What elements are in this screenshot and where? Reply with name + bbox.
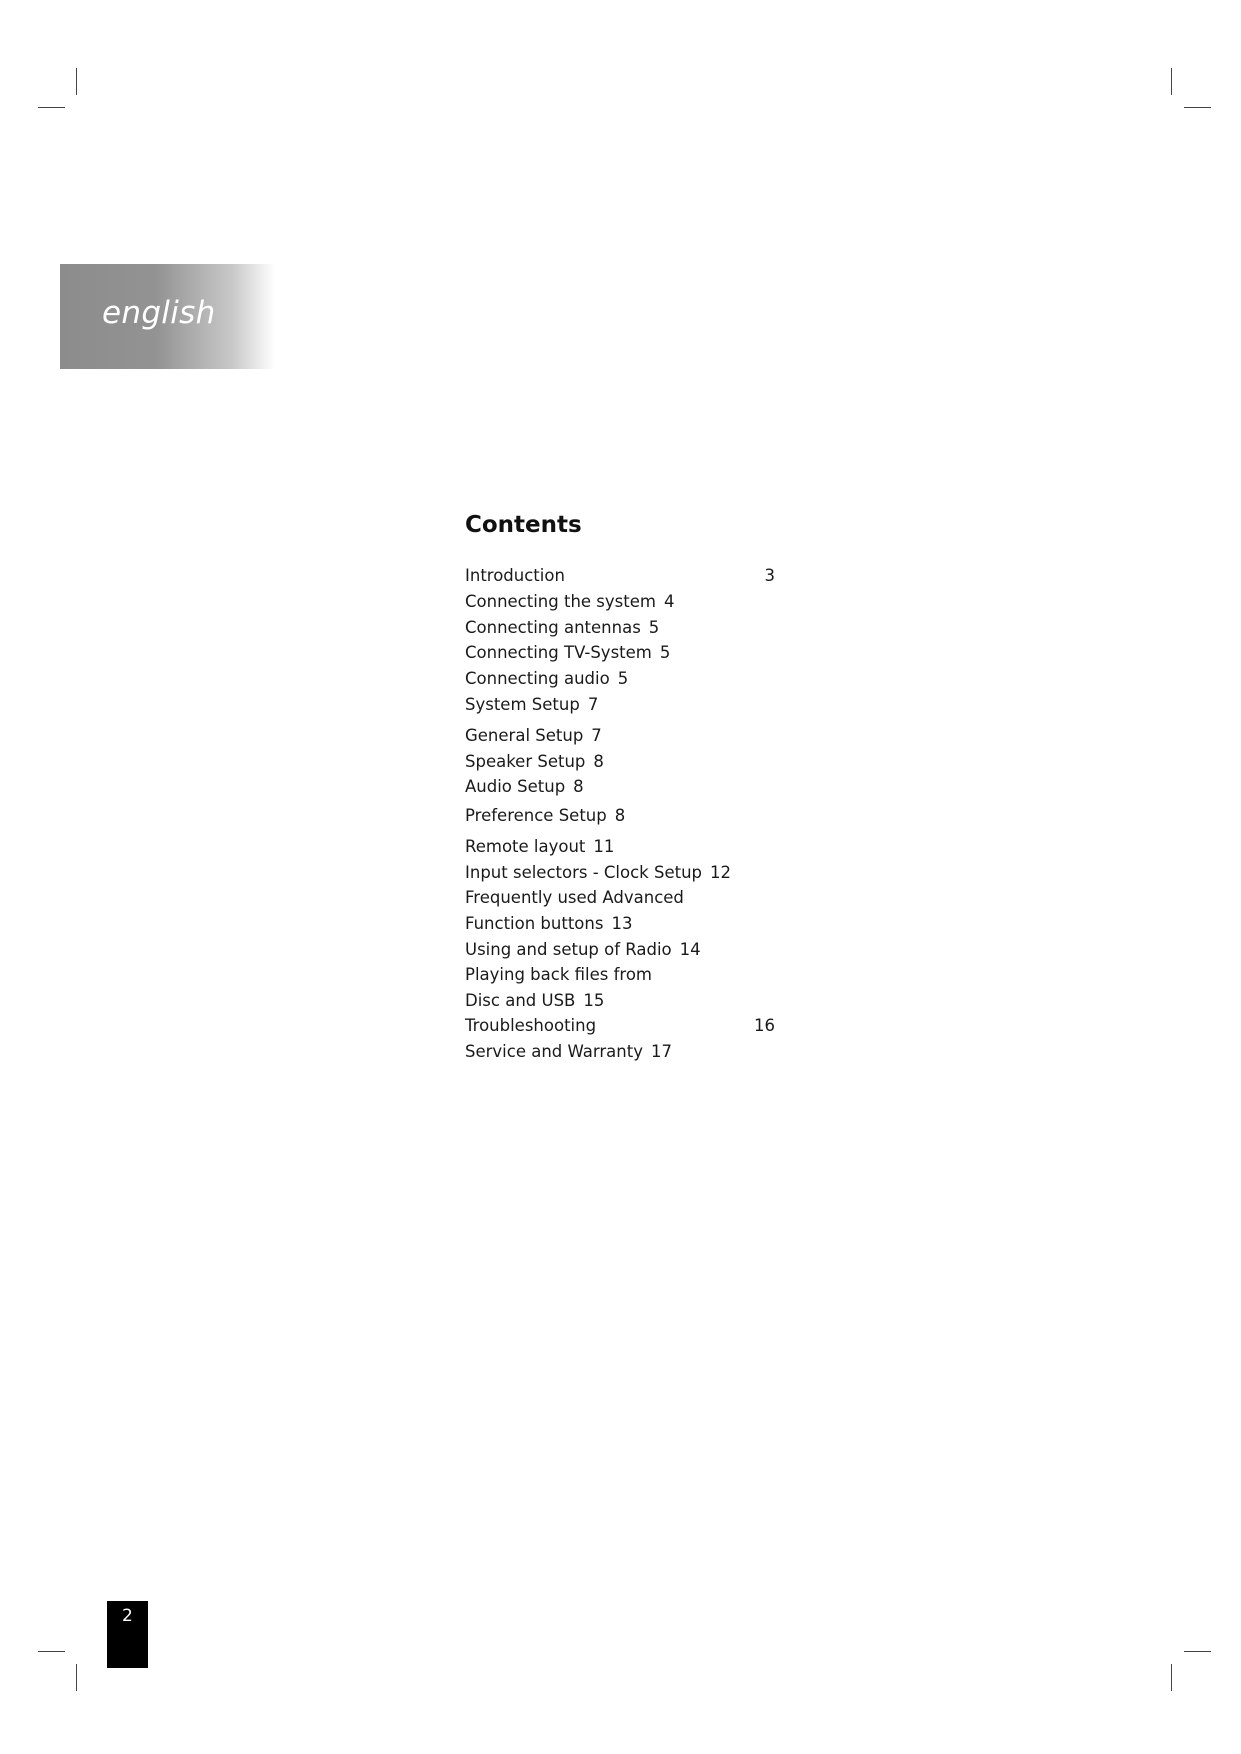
toc-item-page: 11 xyxy=(593,837,615,856)
toc-item xyxy=(465,752,775,772)
toc-item xyxy=(465,695,775,715)
toc-item xyxy=(465,566,775,586)
toc-item-page: 7 xyxy=(591,726,602,745)
page-number: 2 xyxy=(122,1606,133,1626)
toc-item-label: Connecting TV-System xyxy=(465,643,652,662)
toc-item-label: System Setup xyxy=(465,695,580,714)
toc-item-page: 5 xyxy=(648,618,660,637)
toc-item-label: Playing back files from xyxy=(465,965,652,984)
toc-item xyxy=(465,726,775,746)
contents-title: Contents xyxy=(465,512,582,538)
toc-item-page: 16 xyxy=(754,1016,775,1035)
toc-item-page: 5 xyxy=(659,643,671,662)
toc-item xyxy=(465,592,775,612)
crop-mark xyxy=(76,1664,77,1691)
toc-item xyxy=(465,940,775,960)
toc-item-page: 13 xyxy=(611,914,633,933)
toc-item xyxy=(465,991,775,1011)
crop-mark xyxy=(1171,68,1172,95)
toc-item xyxy=(465,669,775,689)
toc-item-label: Speaker Setup xyxy=(465,752,586,771)
page-number-box xyxy=(107,1601,148,1668)
toc-item-page: 4 xyxy=(663,592,675,611)
toc-item-page: 15 xyxy=(583,991,605,1010)
toc-item-label: Preference Setup xyxy=(465,806,607,825)
toc-item-page: 14 xyxy=(679,940,701,959)
crop-mark xyxy=(38,107,65,108)
toc-item-label: Input selectors - Clock Setup xyxy=(465,863,703,882)
crop-mark xyxy=(1184,107,1211,108)
toc-item-page: 3 xyxy=(764,566,775,585)
crop-mark xyxy=(76,68,77,95)
toc-item-label: Service and Warranty xyxy=(465,1042,643,1061)
toc-item xyxy=(465,618,775,638)
toc-item-label: Using and setup of Radio xyxy=(465,940,672,959)
toc-item-page: 7 xyxy=(587,695,599,714)
toc-item-label: Connecting the system xyxy=(465,592,656,611)
toc-item-label: Connecting audio xyxy=(465,669,610,688)
toc-item xyxy=(465,1016,775,1036)
toc-item xyxy=(465,643,775,663)
toc-item-label: Troubleshooting xyxy=(465,1016,597,1035)
toc-item-page: 17 xyxy=(650,1042,672,1061)
toc-item xyxy=(465,914,775,934)
toc-item xyxy=(465,806,775,826)
toc-item xyxy=(465,888,775,908)
toc-item-page: 12 xyxy=(710,863,732,882)
toc-item-label: Connecting antennas xyxy=(465,618,641,637)
toc-item-page: 8 xyxy=(614,806,626,825)
toc-item-label: Audio Setup xyxy=(465,777,566,796)
language-tab xyxy=(60,264,275,369)
toc-item-label: Function buttons xyxy=(465,914,604,933)
toc-item-label: General Setup xyxy=(465,726,584,745)
toc-item-page: 8 xyxy=(573,777,584,796)
toc-item xyxy=(465,837,775,857)
crop-mark xyxy=(38,1651,65,1652)
crop-mark xyxy=(1184,1651,1211,1652)
toc-item-label: Remote layout xyxy=(465,837,586,856)
toc-item-label: Frequently used Advanced xyxy=(465,888,684,907)
language-tab-label: english xyxy=(102,295,216,331)
toc-item-label: Introduction xyxy=(465,566,565,585)
toc-item-label: Disc and USB xyxy=(465,991,576,1010)
toc-item-page: 8 xyxy=(593,752,604,771)
toc-item xyxy=(465,965,775,985)
crop-mark xyxy=(1171,1664,1172,1691)
toc-item xyxy=(465,863,775,883)
toc-item xyxy=(465,777,775,797)
toc-item-page: 5 xyxy=(617,669,629,688)
toc-item xyxy=(465,1042,775,1062)
